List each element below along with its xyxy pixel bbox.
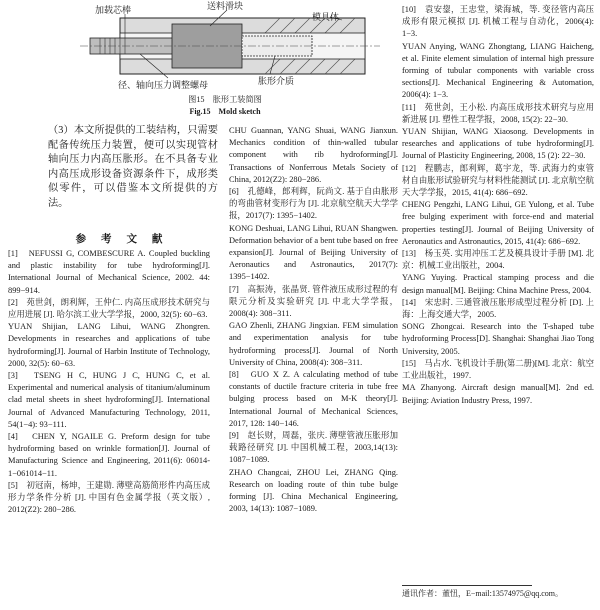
label-pressure-screw: 径、轴向压力调整螺母 xyxy=(118,81,209,91)
left-reference-list xyxy=(8,248,210,516)
references-heading: 参 考 文 献 xyxy=(75,233,169,245)
reference-item: YANG Yuying. Practical stamping process and die design manual[M]. Beijing: China Machine Press, 2004. xyxy=(402,273,594,295)
label-feed-slider: 送料滑块 xyxy=(207,2,244,12)
footnote-divider xyxy=(402,585,532,586)
reference-item: [14] 宋忠时. 三通管液压胀形成型过程分析 [D]. 上海：上海交通大学，2005. xyxy=(402,297,594,320)
right-reference-list xyxy=(402,4,594,407)
reference-item: [7] 高振涛，张晶贤. 管件液压成形过程的有限元分析及实验研究 [J]. 中北大学学报，2008(4): 308−311. xyxy=(229,284,398,319)
reference-item: [1] NEFUSSI G, COMBESCURE A. Coupled buckling and plastic instability for tube hydroforming[J]. International Journal of Mechanical Science, 2002. 44: 899−914. xyxy=(8,249,210,295)
reference-item: [8] GUO X Z. A calculating method of tube constants of ductile fracture criteria in tube free bulging process based on M-K theory[J]. International Journal of Mechanical Sciences, 2017, 128: 140−146. xyxy=(229,370,398,428)
reference-item: [11] 苑世剑，王小松. 内高压成形技术研究与应用新进展 [J]. 塑性工程学报，2008, 15(2): 22−30. xyxy=(402,102,594,124)
label-mandrel: 加载芯棒 xyxy=(95,6,132,16)
label-die-body: 模具体 xyxy=(312,13,340,23)
reference-item: [12] 程鹏志，郎利辉，葛宇龙，等. 武海力约束管材自由胀形试验研究与材料性能测试 [J]. 北京航空航天大学学报，2015, 41(4): 686−692. xyxy=(402,163,594,198)
conclusion-paragraph: （3）本文所提供的工装结构，只需要配备传统压力装置，便可以实现管材轴向压力内高压胀形。在不具备专业内高压成形设备资源条件下，成形类似零件，可以借鉴本文所提供的方法。 xyxy=(48,125,218,209)
reference-item: [13] 杨玉英. 实用冲压工艺及模具设计手册 [M]. 北京：机械工业出版社，2004. xyxy=(402,249,594,271)
reference-item: ZHAO Changcai, ZHOU Lei, ZHANG Qing. Research on loading route of thin tube bulge forming [J]. China Mechanical Engineering, 2003, 14(13): 1087−1089. xyxy=(229,467,398,514)
label-rubber-medium: 胀形介质 xyxy=(258,77,295,87)
corresponding-author-footnote: 通讯作者：董忸，E−mail:13574975@qq.com。 xyxy=(402,589,563,598)
reference-item: [6] 孔德峰，郎利辉，阮尚文. 基于自由胀形的弯曲管材变形行为 [J]. 北京航空航天大学学报，2017(7): 1395−1402. xyxy=(229,187,398,221)
reference-item: CHENG Pengzhi, LANG Lihui, GE Yulong, et al. Tube free bulging experiment with force-end and material properties testing[J]. Journal of Beijing University of Aeronautics and Astronautics, 2015, 41(4): 686−692. xyxy=(402,200,594,246)
reference-item: [3] TSENG H C, HUNG J C, HUNG C, et al. Experimental and numerical analysis of titanium/aluminum clad metal sheets in sheet hydroforming[J]. International Journal of Advanced Manufacturing Technology, 2011, 54(1−4): 93−111. xyxy=(8,371,210,429)
reference-item: [9] 赵长财，周磊，张庆. 薄壁管液压胀形加载路径研究 [J]. 中国机械工程，2003,14(13): 1087−1089. xyxy=(229,431,398,465)
reference-item: SONG Zhongcai. Research into the T-shaped tube hydroforming Process[D]. Shanghai: Shanghai Jiao Tong University, 2005. xyxy=(402,322,594,356)
reference-item: [15] 马占水. 飞机设计手册(第二册)[M]. 北京：航空工业出版社，1997. xyxy=(402,358,594,381)
reference-item: [4] CHEN Y, NGAILE G. Preform design for tube hydroforming based on wrinkle formation[J]. Journal of Manufacturing Science and Engineering, 2011(6): 06014-1−061014−11. xyxy=(8,432,210,478)
reference-item: YUAN Shijian, LANG Lihui, WANG Zhongren. Developments in researches and applications of tube hydroforming[J]. Journal of Harbin Institute of Technology, 2000, 32(5): 60−63. xyxy=(8,322,210,368)
reference-item: [2] 苑世剑，朗利辉，王仲仁. 内高压成形技术研究与应用进展 [J]. 哈尔滨工业大学学报，2000, 32(5): 60−63. xyxy=(8,297,210,320)
reference-item: [5] 初冠南，杨坤，王建勋. 薄壁高筋简形件内高压成形力学条件分析 [J]. 中国有色金属学报（英文版）, 2012(Z2): 280−286. xyxy=(8,480,210,515)
reference-item: KONG Deshuai, LANG Lihui, RUAN Shangwen. Deformation behavior of a bent tube based on free expansion[J]. Journal of Beijing University of Aeronautics and Astronautics, 2017(7): 1395−1402. xyxy=(229,223,398,282)
figure-caption-en: Fig.15 Mold sketch xyxy=(189,107,261,116)
reference-item: CHU Guannan, YANG Shuai, WANG Jianxun. Mechanics condition of thin-walled tubular component with rib hydroforming[J]. Transactions of Nonferrous Metals Society of China, 2012(Z2): 280−286. xyxy=(229,126,398,184)
figure-caption-cn: 图15 胀形工装简图 xyxy=(188,95,262,104)
reference-item: [10] 袁安鋆，王忠堂，梁海城，等. 变径管内高压成形有限元模拟 [J]. 机械工程与自动化，2006(4): 1−3. xyxy=(402,5,594,39)
reference-item: MA Zhanyong. Aircraft design manual[M]. 2nd ed. Beijing: Aviation Industry Press, 1997. xyxy=(402,383,594,405)
reference-item: YUAN Anying, WANG Zhongtang, LIANG Haicheng, et al. Finite element simulation of internal high pressure forming of tubular components with variable cross sections[J]. Mechanical Engineering & Automation, 2006(4): 1−3. xyxy=(402,41,594,100)
reference-item: YUAN Shijian, WANG Xiaosong. Developments in researches and applications of tube hydroforming[J]. Journal of Plasticity Engineering, 2008, 15 (2): 22−30. xyxy=(402,127,594,161)
reference-item: GAO Zhenli, ZHANG Jingxian. FEM simulation and experimentation analysis for tube hydroforming process[J]. Journal of North University of China, 2008(4): 308−311. xyxy=(229,321,398,367)
middle-reference-list xyxy=(229,125,398,516)
